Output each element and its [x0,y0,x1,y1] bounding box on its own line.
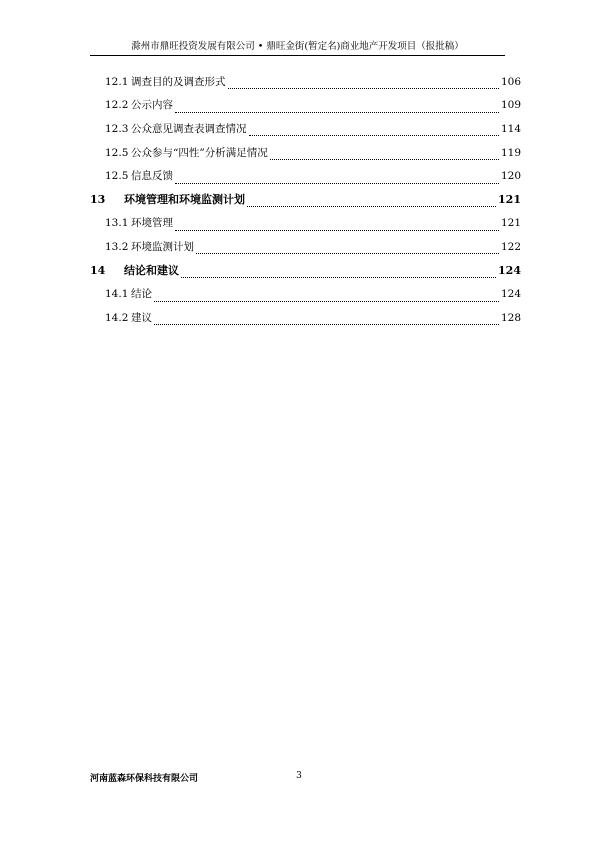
toc-dot-leader [154,314,499,325]
toc-entry[interactable] [90,235,521,259]
toc-entry-page: 121 [500,217,521,230]
toc-entry[interactable] [90,306,521,330]
table-of-contents [90,70,521,330]
toc-entry-number: 12.2 [105,99,129,112]
toc-entry[interactable] [90,212,521,236]
toc-entry-page: 114 [500,122,521,135]
toc-entry-page: 121 [498,192,521,206]
toc-entry-page: 128 [500,311,521,324]
toc-entry-number: 12.5 [105,146,129,159]
toc-entry[interactable] [90,141,521,165]
toc-entry-title: 结论和建议 [124,263,179,277]
toc-dot-leader [249,125,499,136]
toc-dot-leader [154,291,499,302]
toc-entry-number: 14 [90,263,106,277]
toc-entry-title: 结论 [131,288,152,301]
toc-entry-number: 12.1 [105,75,129,88]
toc-entry[interactable] [90,259,521,283]
toc-entry-number: 12.3 [105,122,129,135]
toc-entry-number: 13.2 [105,240,129,253]
page-header: 滁州市鼎旺投资发展有限公司 • 鼎旺金街(暂定名)商业地产开发项目（报批稿） [90,41,505,56]
toc-entry[interactable] [90,164,521,188]
toc-entry-page: 124 [500,288,521,301]
toc-entry-title: 公众意见调查表调查情况 [131,122,247,135]
toc-entry-page: 120 [500,170,521,183]
toc-dot-leader [175,102,499,113]
toc-entry[interactable] [90,70,521,94]
toc-entry[interactable] [90,188,521,212]
toc-dot-leader [196,243,499,254]
toc-dot-leader [270,149,499,160]
toc-entry-page: 119 [500,146,521,159]
toc-entry-page: 122 [500,240,521,253]
toc-entry-number: 13.1 [105,217,129,230]
toc-dot-leader [228,78,499,89]
toc-entry-title: 建议 [131,311,152,324]
toc-entry-title: 公众参与“四性”分析满足情况 [131,146,268,159]
footer-page-number: 3 [296,771,302,781]
toc-dot-leader [181,267,496,278]
toc-entry-number: 14.1 [105,288,129,301]
toc-entry-title: 环境管理和环境监测计划 [124,192,245,206]
toc-dot-leader [175,173,499,184]
toc-dot-leader [175,220,499,231]
toc-entry[interactable] [90,117,521,141]
toc-entry-number: 12.5 [105,170,129,183]
footer-company: 河南蓝森环保科技有限公司 [90,774,199,784]
toc-entry-page: 124 [498,263,521,277]
toc-entry[interactable] [90,94,521,118]
toc-entry-number: 13 [90,192,106,206]
toc-entry-number: 14.2 [105,311,129,324]
toc-entry[interactable] [90,282,521,306]
toc-entry-title: 环境管理 [131,217,173,230]
toc-entry-title: 环境监测计划 [131,240,194,253]
toc-dot-leader [247,196,496,207]
toc-entry-page: 109 [500,99,521,112]
toc-entry-page: 106 [500,75,521,88]
toc-entry-title: 信息反馈 [131,170,173,183]
toc-entry-title: 公示内容 [131,99,173,112]
toc-entry-title: 调查目的及调查形式 [131,75,226,88]
